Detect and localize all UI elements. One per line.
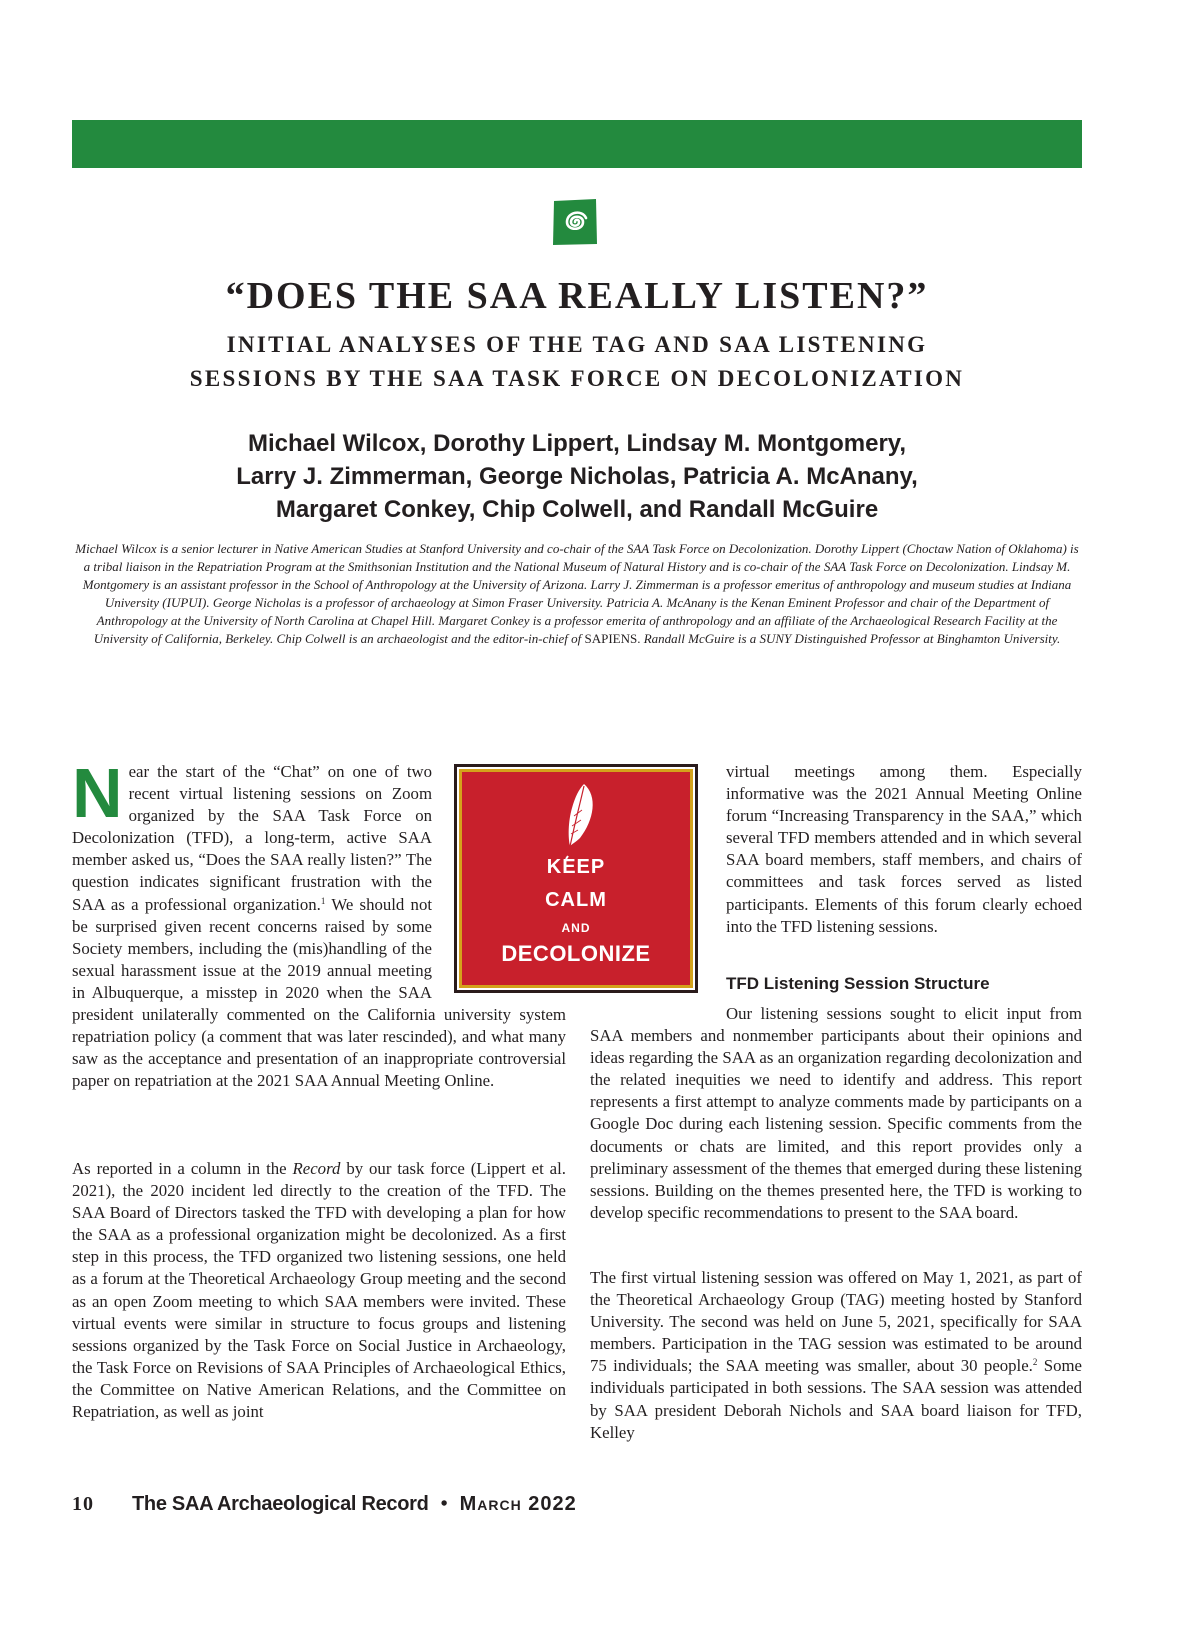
bio-sapiens: SAPIENS. xyxy=(584,630,641,646)
footnote-marker: 1 xyxy=(320,895,326,906)
issue-date: March 2022 xyxy=(459,1493,577,1515)
author-line: Michael Wilcox, Dorothy Lippert, Lindsay M. Montgomery, xyxy=(247,430,907,457)
paragraph-text: virtual meetings among them. Especially informative was the 2021 Annual Meeting Online forum “Increasing Transparency in the SAA,” which several TFD members attended and in which several SAA board members, staff members, and chairs of committees and task forces served as listed participants. Elements of this forum clearly echoed into the TFD listening sessions. xyxy=(726,762,1082,936)
footer-separator: • xyxy=(440,1493,448,1515)
body-paragraph-5 xyxy=(590,1267,1082,1444)
poster-line: KEEP xyxy=(546,856,606,878)
article-subtitle xyxy=(72,328,1082,396)
bio-text: Randall McGuire is a SUNY Distinguished Professor at Binghamton University. xyxy=(643,630,1061,646)
paragraph-text: Our listening sessions sought to elicit input from SAA members and nonmember participants about their opinions and ideas regarding the SAA as an organization regarding decolonization and the related inequities we need to identify and address. This report represents a first attempt to analyze comments made by participants on a Google Doc during each listening session. Specific comments from the documents or chats are limited, and this report provides only a preliminary assessment of the themes that emerged during these listening sessions. Building on the themes presented here, the TFD is working to develop specific recommendations to present to the SAA board. xyxy=(590,1004,1082,1222)
author-bios xyxy=(74,540,1080,647)
journal-name: The SAA Archaeological Record xyxy=(132,1493,429,1515)
article-title: “DOES THE SAA REALLY LISTEN?” xyxy=(225,275,929,317)
poster-line: CALM xyxy=(545,889,607,911)
paragraph-text: ear the start of the “Chat” on one of two recent virtual listening sessions on Zoom organized by the SAA Task Force on Decolonization (TFD), a long-term, active SAA member asked us, “Does the SAA really listen?” The question indicates significant frustration with the SAA as a professional organization. xyxy=(72,762,432,914)
section-heading: TFD Listening Session Structure xyxy=(726,974,990,993)
paragraph-text: Some individuals participated in both sessions. The SAA session was attended by SAA president Deborah Nichols and SAA board liaison for TFD, Kelley xyxy=(590,1356,1082,1442)
keep-calm-poster xyxy=(454,764,698,993)
body-paragraph-3 xyxy=(726,761,1082,938)
footnote-marker: 2 xyxy=(1032,1357,1038,1368)
spiral-icon xyxy=(551,197,599,247)
page-number: 10 xyxy=(72,1493,94,1515)
author-line: Margaret Conkey, Chip Colwell, and Randall McGuire xyxy=(275,496,879,523)
page-footer xyxy=(72,1493,577,1516)
subtitle-line: SESSIONS BY THE SAA TASK FORCE ON DECOLONIZATION xyxy=(189,366,965,391)
paragraph-text: We should not be surprised given recent concerns raised by some Society members, including the (mis)handling of the sexual harassment issue at the 2019 annual meeting in Albuquerque, a misstep in 2020 when the SAA president unilaterally commented on the California university system repatriation policy (a comment that was later rescinded), and what many saw as the acceptance and presentation of an inappropriate controversial paper on repatriation at the 2021 SAA Annual Meeting Online. xyxy=(72,894,566,1091)
header-color-bar xyxy=(72,120,1082,168)
bio-text: Michael Wilcox is a senior lecturer in Native American Studies at Stanford University and co-chair of the SAA Task Force on Decolonization. Dorothy Lippert (Choctaw Nation of Oklahoma) is a tribal liaison in the Repatriation Program at the Smithsonian Institution and the National Museum of Natural History and is co-chair of the SAA Task Force on Decolonization. Lindsay M. Montgomery is an assistant professor in the School of Anthropology at the University of Arizona. Larry J. Zimmerman is a professor emeritus of anthropology and museum studies at Indiana University (IUPUI). George Nicholas is a professor of archaeology at Simon Fraser University. Patricia A. McAnany is the Kenan Eminent Professor and chair of the Department of Anthropology at the University of North Carolina at Chapel Hill. Margaret Conkey is a professor emerita of anthropology and an affiliate of the Archaeological Research Facility at the University of California, Berkeley. Chip Colwell is an archaeologist and the editor-in-chief of xyxy=(75,541,1079,646)
feather-icon xyxy=(554,782,600,860)
poster-line: DECOLONIZE xyxy=(501,941,651,966)
poster-line: AND xyxy=(561,921,591,935)
paragraph-text: As reported in a column in the xyxy=(72,1159,293,1178)
author-line: Larry J. Zimmerman, George Nicholas, Patricia A. McAnany, xyxy=(236,463,918,490)
paragraph-text: The first virtual listening session was offered on May 1, 2021, as part of the Theoretical Archaeology Group (TAG) meeting hosted by Stanford University. The second was held on June 5, 2021, specifically for SAA members. Participation in the TAG session was estimated to be around 75 individuals; the SAA meeting was smaller, about 30 people. xyxy=(590,1268,1082,1376)
paragraph-text: by our task force (Lippert et al. 2021), the 2020 incident led directly to the creation of the TFD. The SAA Board of Directors tasked the TFD with developing a plan for how the SAA as a professional organization might be decolonized. As a first step in this process, the TFD organized two listening sessions, one held as a forum at the Theoretical Archaeology Group meeting and the second as an open Zoom meeting to which SAA members were invited. These virtual events were similar in structure to focus groups and listening sessions organized by the Task Force on Social Justice in Archaeology, the Task Force on Revisions of SAA Principles of Archaeological Ethics, the Committee on Native American Relations, and the Committee on Repatriation, as well as joint xyxy=(72,1159,566,1422)
drop-cap: N xyxy=(72,754,123,832)
record-italic: Record xyxy=(292,1159,341,1178)
body-paragraph-4 xyxy=(590,1003,1082,1224)
body-paragraph-2 xyxy=(72,1158,566,1423)
author-list xyxy=(72,427,1082,526)
subtitle-line: INITIAL ANALYSES OF THE TAG AND SAA LISTENING xyxy=(226,332,928,357)
